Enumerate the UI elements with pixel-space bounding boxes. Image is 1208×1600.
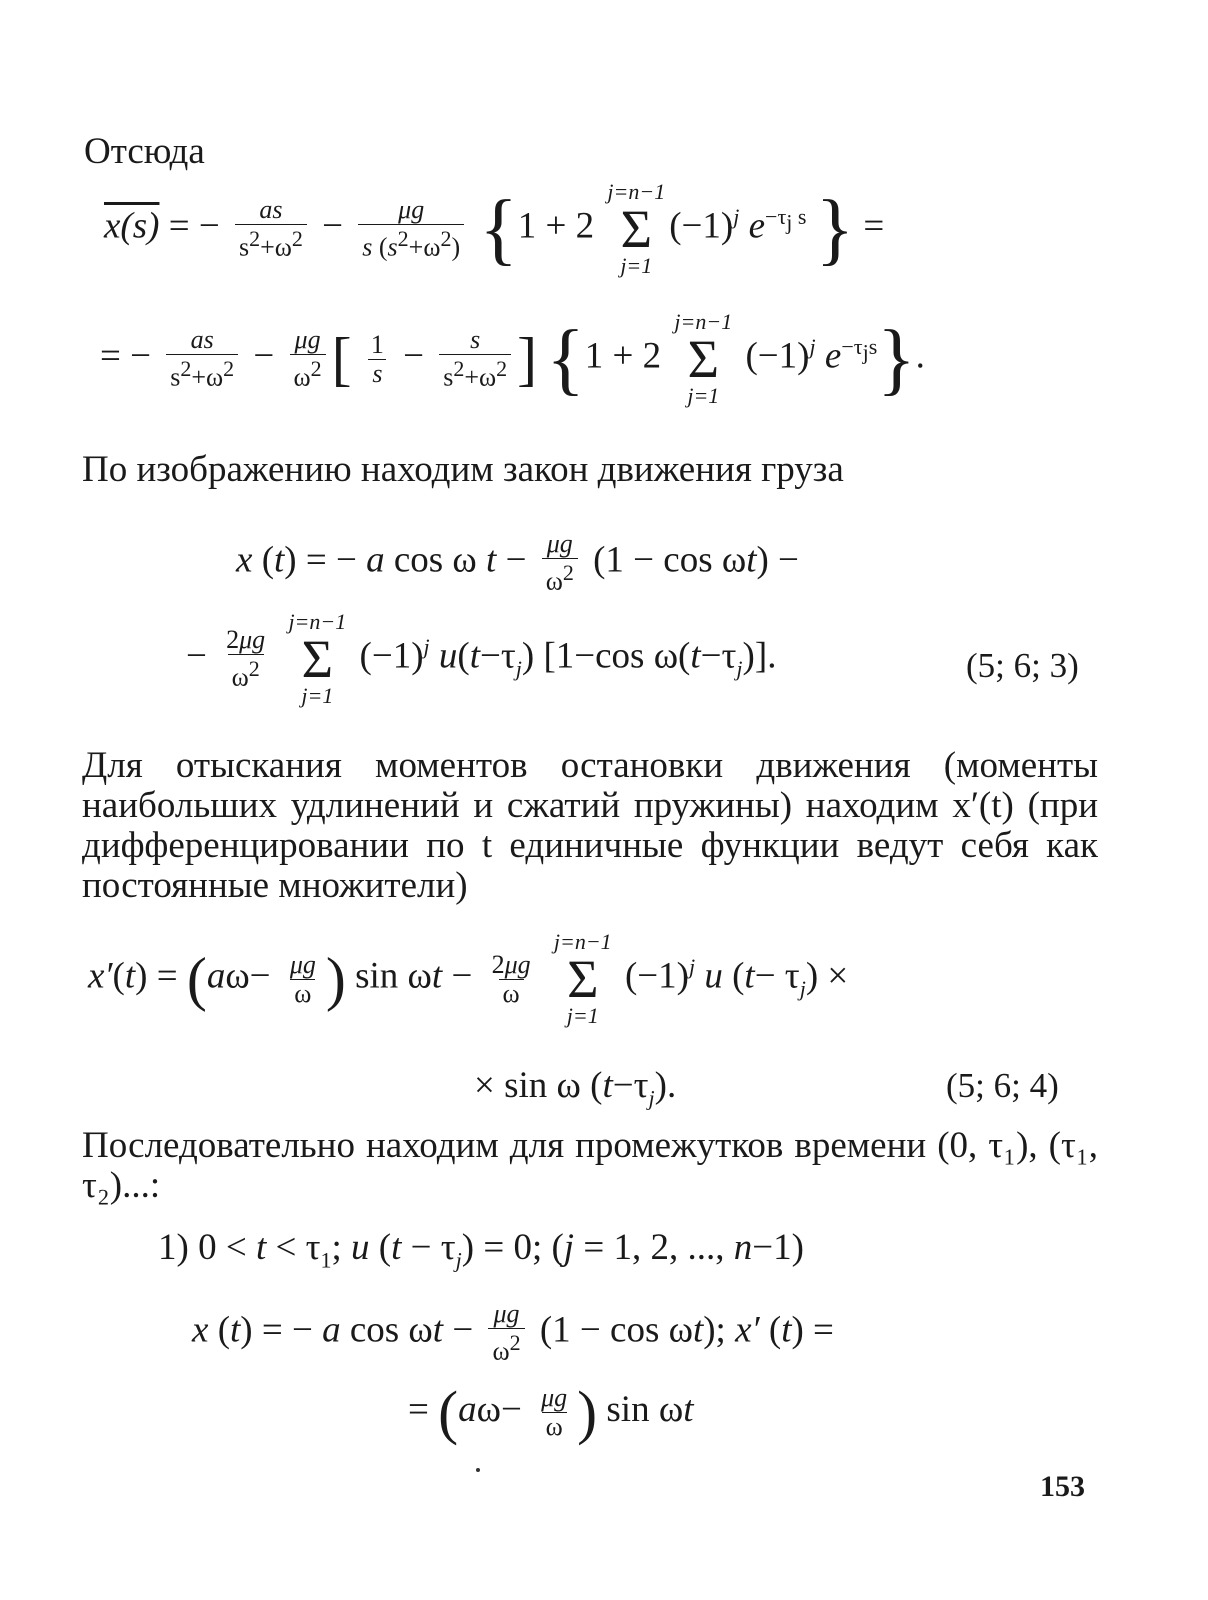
- otsyuda-text: Отсюда: [84, 131, 205, 172]
- case-1-x: x (t) = − a cos ωt − $\frac{\mu g}{\omega^2}$ (1 − cos ωt); x′ (t) =: [192, 1299, 834, 1366]
- equation-3-line-1: x (t) = − a cos ω t − $\frac{\mu g}{\omega^2}$ (1 − cos ωt) −: [236, 529, 799, 596]
- equation-4-number: (5; 6; 4): [946, 1066, 1059, 1105]
- case-1-condition: 1) $0 < t < \tau_1$; u $(t - \tau_j) = 0$; (j = 1, 2, ..., n−1): [158, 1227, 804, 1273]
- page-number: 153: [1040, 1470, 1085, 1503]
- law-of-motion-text: По изображению находим закон движения груза: [82, 449, 844, 490]
- equation-1-line-1: x(s) = − $\frac{as}{s^2+\omega^2}$ − $\frac{\mu g}{s (s^2+\omega^2)}$ {1 + 2 j=n−1 Σ j=1 $(-1)^j$ $e^{-\tau_j s}$ } =: [104, 179, 885, 278]
- equation-1-line-2: = − $\frac{as}{s^2+\omega^2}$ − $\frac{\mu g}{\omega^2}$ [ $\frac{1}{s}$ − $\frac{s}{s^2+\omega^2}$ ] {1 + 2 j=n−1 Σ j=1 $(-1)^j$ $e^{-\tau_js}$}.: [100, 309, 925, 408]
- sequence-paragraph: Последовательно находим для промежутков времени (0, τ₁), (τ₁, τ₂)...:: [82, 1125, 1098, 1206]
- stops-paragraph: Для отыскания моментов остановки движения (моменты наибольших удлинений и сжатий пружины) находим x′(t) (при дифференцировании по t единичные функции ведут себя как постоянные множители): [82, 745, 1098, 906]
- case-1-x-prime: = (aω− $\frac{\mu g}{\omega}$ ) sin ωt: [408, 1379, 694, 1446]
- equation-3-line-2: − $\frac{2\mu g}{\omega^2}$ j=n−1 Σ j=1 $(-1)^j$ $u(t-\tau_j)$ [1−cos $\omega(t-\tau_j)$].: [186, 609, 777, 708]
- equation-4-line-1: x′(t) = (aω− $\frac{\mu g}{\omega}$ ) sin ωt − $\frac{2\mu g}{\omega}$ j=n−1 Σ j=1 $(-1)^j$ u $(t- \tau_j)$ ×: [88, 929, 849, 1028]
- stray-dot: [476, 1468, 480, 1472]
- equation-4-line-2: × sin ω $(t-\tau_j)$.: [474, 1065, 677, 1111]
- equation-3-number: (5; 6; 3): [966, 646, 1079, 685]
